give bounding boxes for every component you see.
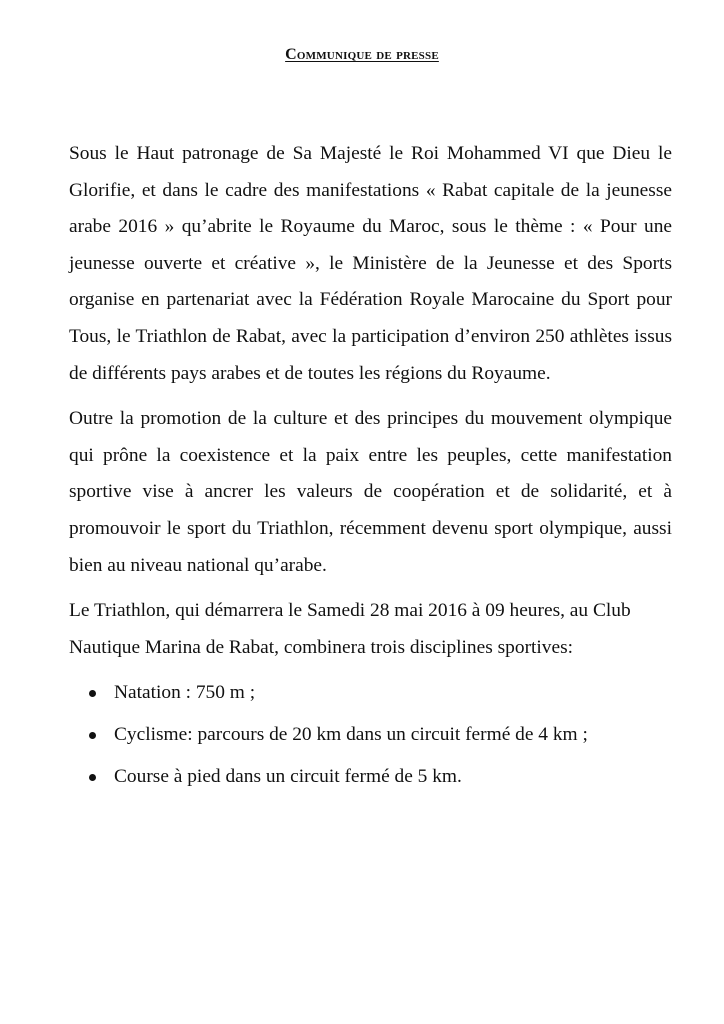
page-title-text: Communique de presse — [285, 46, 439, 63]
list-item-text: Cyclisme: parcours de 20 km dans un circuit fermé de 4 km ; — [114, 724, 588, 746]
discipline-list — [69, 675, 672, 795]
list-item-cycling — [69, 717, 672, 753]
list-item-text: Natation : 750 m ; — [114, 682, 256, 704]
list-item-text: Course à pied dans un circuit fermé de 5 km. — [114, 766, 462, 788]
bullet-dot-icon — [89, 774, 96, 781]
document-body — [69, 136, 672, 801]
list-item-running — [69, 759, 672, 795]
list-item-swimming — [69, 675, 672, 711]
paragraph-objectives: Outre la promotion de la culture et des principes du mouvement olympique qui prône la coexistence et la paix entre les peuples, cette manifestation sportive vise à ancrer les valeurs de coopération et de solidarité, et à promouvoir le sport du Triathlon, récemment devenu sport olympique, aussi bien au niveau national qu’arabe. — [69, 408, 672, 576]
paragraph-intro: Sous le Haut patronage de Sa Majesté le Roi Mohammed VI que Dieu le Glorifie, et dans le cadre des manifestations « Rabat capitale de la jeunesse arabe 2016 » qu’abrite le Royaume du Maroc, sous le thème : « Pour une jeunesse ouverte et créative », le Ministère de la Jeunesse et des Sports organise en partenariat avec la Fédération Royale Marocaine du Sport pour Tous, le Triathlon de Rabat, avec la participation d’environ 250 athlètes issus de différents pays arabes et de toutes les régions du Royaume. — [69, 143, 672, 384]
bullet-dot-icon — [89, 690, 96, 697]
paragraph-schedule: Le Triathlon, qui démarrera le Samedi 28 mai 2016 à 09 heures, au Club Nautique Marina de Rabat, combinera trois disciplines sportives: — [69, 600, 631, 658]
page-title — [0, 46, 724, 64]
bullet-dot-icon — [89, 732, 96, 739]
